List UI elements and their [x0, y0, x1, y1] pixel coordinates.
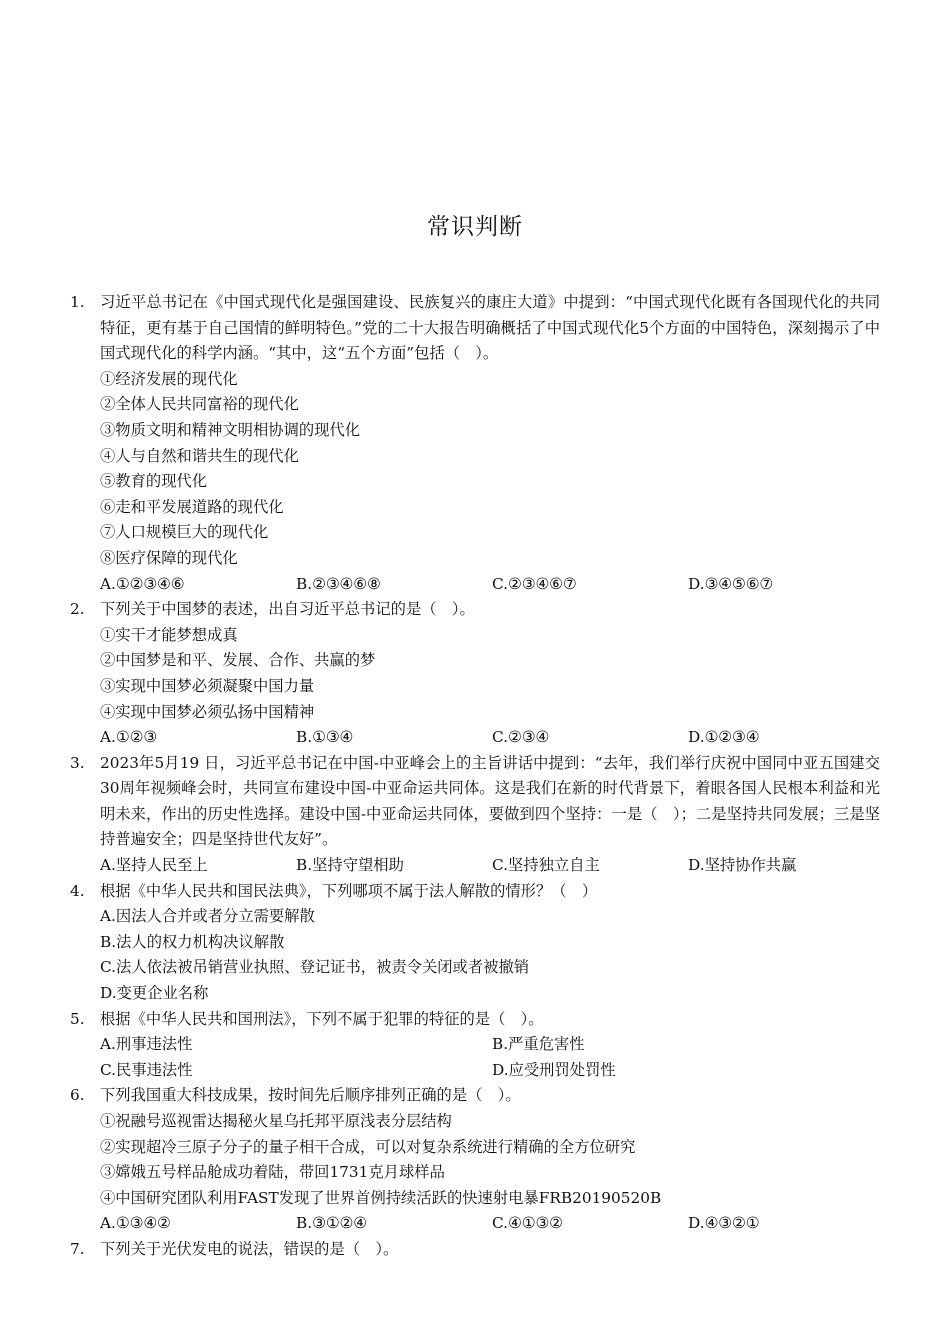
option-a[interactable]: A.①②③④⑥	[100, 574, 185, 593]
question-stem: 下列关于光伏发电的说法，错误的是（ ）。	[100, 1239, 399, 1258]
option-d[interactable]: D.①②③④	[688, 728, 760, 747]
question-number: 5.	[70, 1009, 85, 1028]
statement-item: ⑤教育的现代化	[100, 472, 208, 491]
option-b[interactable]: B.严重危害性	[492, 1035, 585, 1054]
options-row	[100, 725, 880, 751]
statement-item: ②全体人民共同富裕的现代化	[100, 395, 299, 414]
options-row	[100, 1058, 880, 1084]
question-2	[70, 597, 880, 751]
question-stem: 根据《中华人民共和国民法典》，下列哪项不属于法人解散的情形？（ ）	[100, 881, 598, 900]
statement-item: ④人与自然和谐共生的现代化	[100, 446, 299, 465]
statement-item: ④中国研究团队利用FAST发现了世界首例持续活跃的快速射电暴FRB20190520B	[100, 1188, 662, 1207]
statement-item: ③嫦娥五号样品舱成功着陆，带回1731克月球样品	[100, 1163, 445, 1182]
statement-item: ①经济发展的现代化	[100, 369, 238, 388]
question-3	[70, 751, 880, 879]
statement-item: ①祝融号巡视雷达揭秘火星乌托邦平原浅表分层结构	[100, 1112, 452, 1130]
statement-item: ③物质文明和精神文明相协调的现代化	[100, 420, 361, 439]
statement-item: ②实现超冷三原子分子的量子相干合成，可以对复杂系统进行精确的全方位研究	[100, 1137, 636, 1156]
option-d[interactable]: D.变更企业名称	[100, 984, 209, 1003]
option-c[interactable]: C.④①③②	[492, 1214, 563, 1233]
question-number: 1.	[70, 293, 85, 311]
question-number: 6.	[70, 1086, 85, 1105]
question-number: 7.	[70, 1239, 85, 1258]
option-c[interactable]: C.②③④	[492, 728, 550, 747]
page-title: 常识判断	[427, 214, 523, 240]
question-7	[70, 1237, 880, 1263]
option-d[interactable]: D.应受刑罚处罚性	[492, 1060, 616, 1079]
option-a[interactable]: A.刑事违法性	[100, 1035, 193, 1054]
option-c[interactable]: C.②③④⑥⑦	[492, 574, 577, 593]
option-b[interactable]: B.③①②④	[296, 1214, 367, 1233]
question-5	[70, 1007, 880, 1084]
statement-item: ③实现中国梦必须凝聚中国力量	[100, 676, 315, 695]
options-row	[100, 1032, 880, 1058]
statement-item: ①实干才能梦想成真	[100, 625, 238, 644]
question-stem: 根据《中华人民共和国刑法》，下列不属于犯罪的特征的是（ ）。	[100, 1009, 544, 1028]
option-a[interactable]: A.坚持人民至上	[100, 856, 208, 875]
option-a[interactable]: A.因法人合并或者分立需要解散	[100, 907, 315, 926]
options-row	[100, 853, 880, 879]
question-number: 4.	[70, 881, 85, 900]
option-c[interactable]: C.民事违法性	[100, 1060, 193, 1079]
question-1	[70, 290, 880, 597]
statement-item: ④实现中国梦必须弘扬中国精神	[100, 702, 315, 721]
options-row	[100, 1211, 880, 1237]
question-stem: 习近平总书记在《中国式现代化是强国建设、民族复兴的康庄大道》中提到：“中国式现代化既有各国现代化的共同特征，更有基于自己国情的鲜明特色。”党的二十大报告明确概括了中国式现代化5个方面的中国特色，深刻揭示了中国式现代化的科学内涵。“其中，这“五个方面”包括（ ）。	[100, 293, 880, 363]
question-number: 3.	[70, 753, 85, 772]
statement-item: ⑧医疗保障的现代化	[100, 548, 238, 567]
option-a[interactable]: A.①②③	[100, 728, 158, 747]
question-4	[70, 879, 880, 1007]
question-stem: 下列我国重大科技成果，按时间先后顺序排列正确的是（ ）。	[100, 1086, 521, 1105]
option-b[interactable]: B.①③④	[296, 728, 354, 747]
question-stem: 2023年5月19 日，习近平总书记在中国-中亚峰会上的主旨讲话中提到：“去年，我们举行庆祝中国同中亚五国建交30周年视频峰会时，共同宣布建设中国-中亚命运共同体。这是我们在新的时代背景下，着眼各国人民根本利益和光明未来，作出的历史性选择。建设中国-中亚命运共同体，要做到四个坚持：一是（ ）；二是坚持共同发展；三是坚持普遍安全；四是坚持世代友好”。	[100, 753, 880, 849]
question-list	[70, 290, 880, 1263]
statement-item: ⑦人口规模巨大的现代化	[100, 523, 269, 542]
option-b[interactable]: B.②③④⑥⑧	[296, 574, 381, 593]
option-a[interactable]: A.①③④②	[100, 1214, 171, 1233]
option-c[interactable]: C.法人依法被吊销营业执照、登记证书，被责令关闭或者被撤销	[100, 958, 530, 977]
option-b[interactable]: B.法人的权力机构决议解散	[100, 932, 285, 951]
statement-item: ②中国梦是和平、发展、合作、共赢的梦	[100, 651, 376, 670]
option-d[interactable]: D.③④⑤⑥⑦	[688, 574, 774, 593]
option-c[interactable]: C.坚持独立自主	[492, 856, 600, 875]
question-number: 2.	[70, 600, 85, 619]
statement-item: ⑥走和平发展道路的现代化	[100, 497, 284, 516]
question-stem: 下列关于中国梦的表述，出自习近平总书记的是（ ）。	[100, 600, 475, 619]
option-d[interactable]: D.④③②①	[688, 1214, 760, 1233]
question-6	[70, 1083, 880, 1237]
option-d[interactable]: D.坚持协作共赢	[688, 856, 797, 875]
options-row	[100, 572, 880, 598]
option-b[interactable]: B.坚持守望相助	[296, 856, 404, 875]
